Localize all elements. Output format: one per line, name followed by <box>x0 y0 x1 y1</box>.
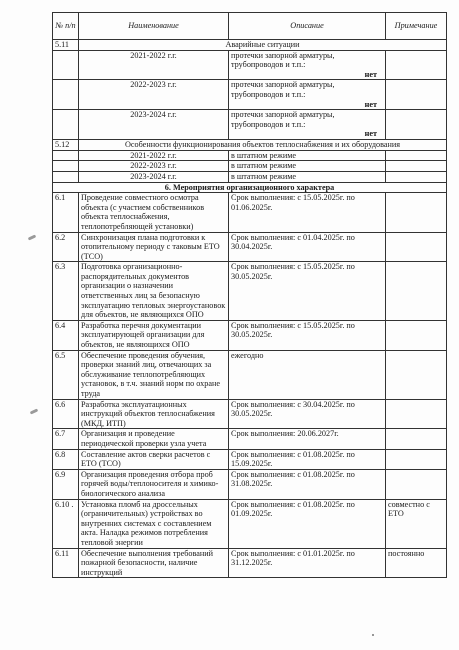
table-row: 2022-2023 г.г. в штатном режиме <box>53 161 447 172</box>
table-row: 6.8 Составление актов сверки расчетов с ЕТО (ТСО) Срок выполнения: с 01.08.2025г. по 15.09.2025г. <box>53 449 447 469</box>
section-6-title: 6. Мероприятия организационного характера <box>53 182 447 193</box>
table-row: 2021-2022 г.г. протечки запорной арматуры, трубопроводов и т.п.: нет <box>53 50 447 80</box>
table-row: 6.1 Проведение совместного осмотра объекта (с участием собственников объекта теплоснабжения, теплопотребляющей установки) Срок выполнения: с 15.05.2025г. по 01.06.2025г. <box>53 193 447 232</box>
col-num: № п/п <box>53 13 79 40</box>
table-row: 6.6 Разработка эксплуатационных инструкций объектов теплоснабжения (МКД, ИТП) Срок выполнения: с 30.04.2025г. по 30.05.2025г. <box>53 399 447 429</box>
plan-table <box>52 12 447 578</box>
table-row: 6.10 . Установка пломб на дроссельных (ограничительных) устройствах во внутренних системах с составлением акта. Наладка режимов потребления тепловой энергии Срок выполнения: с 01.08.2025г. по 01.09.2025г. совместно с ЕТО <box>53 499 447 548</box>
table-row: 6.5 Обеспечение проведения обучения, проверки знаний лиц, отвечающих за обслуживание теплопотребляющих установок, в т.ч. знаний норм по охране труда ежегодно <box>53 350 447 399</box>
section-heading-row <box>53 182 447 193</box>
table-row: 2021-2022 г.г. в штатном режиме <box>53 150 447 161</box>
section-row: 5.12 Особенности функционирования объектов теплоснабжения и их оборудования <box>53 140 447 151</box>
table-row: 6.2 Синхронизация плана подготовки к отопительному периоду с таковым ЕТО (ТСО) Срок выполнения: с 01.04.2025г. по 30.04.2025г. <box>53 232 447 262</box>
col-note: Примечание <box>386 13 447 40</box>
table-row: 6.3 Подготовка организационно-распорядительных документов организации о назначении ответственных лиц за безопасную эксплуатацию тепловых энергоустановок для объектов, не являющихся ОПО Срок выполнения: с 15.05.2025г. по 30.05.2025г. <box>53 262 447 321</box>
col-name: Наименование <box>79 13 229 40</box>
section-row: 5.11 Аварийные ситуации <box>53 40 447 51</box>
table-row: 6.11 Обеспечение выполнения требований пожарной безопасности, наличие инструкций Срок выполнения: с 01.01.2025г. по 31.12.2025г. постоянно <box>53 548 447 578</box>
table-row: 6.9 Организация проведения отбора проб горячей воды/теплоносителя и химико-биологического анализа Срок выполнения: с 01.08.2025г. по 31.08.2025г. <box>53 469 447 499</box>
table-row: 2023-2024 г.г. протечки запорной арматуры, трубопроводов и т.п.: нет <box>53 110 447 140</box>
table-row: 6.7 Организация и проведение периодической проверки узла учета Срок выполнения: 20.06.2027г. <box>53 429 447 449</box>
scan-dot <box>372 634 374 636</box>
table-row: 2022-2023 г.г. протечки запорной арматуры, трубопроводов и т.п.: нет <box>53 80 447 110</box>
binding-hole-mark <box>30 408 39 414</box>
table-row: 6.4 Разработка перечня документации эксплуатирующей организации для объектов, не являющихся ОПО Срок выполнения: с 15.05.2025г. по 30.05.2025г. <box>53 320 447 350</box>
section-title: Особенности функционирования объектов теплоснабжения и их оборудования <box>79 140 447 151</box>
table-row: 2023-2024 г.г. в штатном режиме <box>53 171 447 182</box>
col-desc: Описание <box>229 13 386 40</box>
section-title: Аварийные ситуации <box>79 40 447 51</box>
table-header <box>53 13 447 40</box>
binding-hole-mark <box>28 234 37 240</box>
